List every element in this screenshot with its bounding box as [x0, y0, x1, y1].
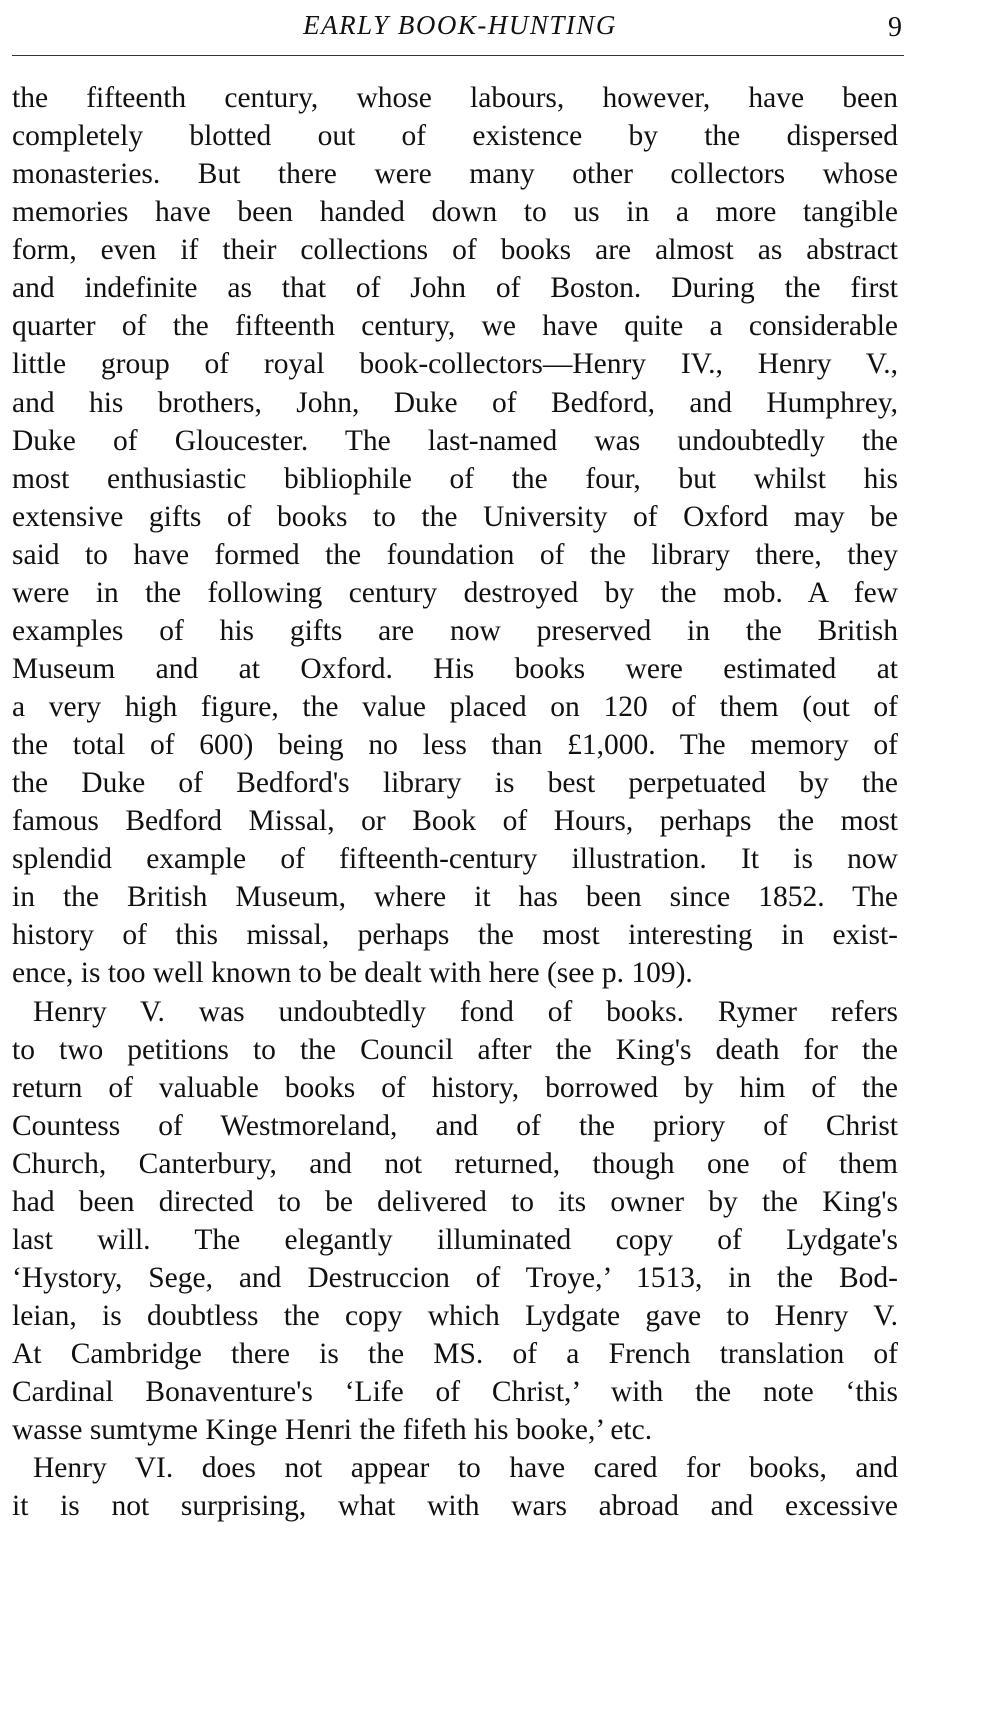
text-line: Countess of Westmoreland, and of the priory of Christ — [12, 1109, 898, 1142]
text-line: the fifteenth century, whose labours, however, have been — [12, 82, 898, 114]
page-number: 9 — [888, 12, 902, 43]
text-line: ‘Hystory, Sege, and Destruccion of Troye,’ 1513, in the Bod- — [12, 1261, 898, 1294]
text-line: wasse sumtyme Kinge Henri the fifeth his booke,’ etc. — [12, 1414, 653, 1447]
text-line: Henry V. was undoubtedly fond of books. Rymer refers — [33, 995, 898, 1028]
text-line: Duke of Gloucester. The last-named was undoubtedly the — [12, 424, 898, 457]
text-line: ence, is too well known to be dealt with here (see p. 109). — [12, 957, 693, 990]
text-line: famous Bedford Missal, or Book of Hours, perhaps the most — [12, 805, 898, 838]
text-line: Museum and at Oxford. His books were estimated at — [12, 652, 898, 685]
text-line: last will. The elegantly illuminated copy of Lydgate's — [12, 1223, 898, 1256]
header-rule — [12, 55, 904, 56]
text-line: examples of his gifts are now preserved in the British — [12, 614, 898, 647]
body-text — [12, 79, 898, 1525]
text-line: and indefinite as that of John of Boston. During the first — [12, 272, 898, 305]
text-line: said to have formed the foundation of the library there, they — [12, 538, 898, 571]
text-line: Church, Canterbury, and not returned, though one of them — [12, 1147, 898, 1180]
text-line: Henry VI. does not appear to have cared for books, and — [33, 1452, 898, 1485]
text-line: quarter of the fifteenth century, we have quite a considerable — [12, 310, 898, 343]
text-line: little group of royal book-collectors—Henry IV., Henry V., — [12, 348, 898, 381]
text-line: were in the following century destroyed by the mob. A few — [12, 576, 898, 609]
text-line: Cardinal Bonaventure's ‘Life of Christ,’ with the note ‘this — [12, 1376, 898, 1409]
text-line: had been directed to be delivered to its owner by the King's — [12, 1185, 898, 1218]
text-line: leian, is doubtless the copy which Lydgate gave to Henry V. — [12, 1300, 898, 1332]
text-line: memories have been handed down to us in a more tangible — [12, 196, 898, 229]
text-line: At Cambridge there is the MS. of a French translation of — [12, 1338, 898, 1371]
running-title: EARLY BOOK-HUNTING — [303, 10, 617, 40]
text-line: in the British Museum, where it has been since 1852. The — [12, 881, 898, 914]
text-line: it is not surprising, what with wars abroad and excessive — [12, 1490, 898, 1523]
text-line: monasteries. But there were many other collectors whose — [12, 158, 898, 191]
text-line: and his brothers, John, Duke of Bedford, and Humphrey, — [12, 386, 898, 419]
text-line: splendid example of fifteenth-century illustration. It is now — [12, 843, 898, 876]
text-line: completely blotted out of existence by the dispersed — [12, 120, 898, 153]
text-line: the Duke of Bedford's library is best perpetuated by the — [12, 767, 898, 800]
text-line: a very high figure, the value placed on 120 of them (out of — [12, 691, 898, 723]
text-line: extensive gifts of books to the University of Oxford may be — [12, 500, 898, 533]
text-line: the total of 600) being no less than £1,000. The memory of — [12, 729, 898, 762]
text-line: most enthusiastic bibliophile of the four, but whilst his — [12, 462, 898, 495]
text-line: return of valuable books of history, borrowed by him of the — [12, 1071, 898, 1104]
text-line: form, even if their collections of books are almost as abstract — [12, 234, 898, 267]
text-line: to two petitions to the Council after the King's death for the — [12, 1033, 898, 1066]
text-line: history of this missal, perhaps the most interesting in exist- — [12, 919, 898, 952]
page-header — [0, 8, 1000, 48]
